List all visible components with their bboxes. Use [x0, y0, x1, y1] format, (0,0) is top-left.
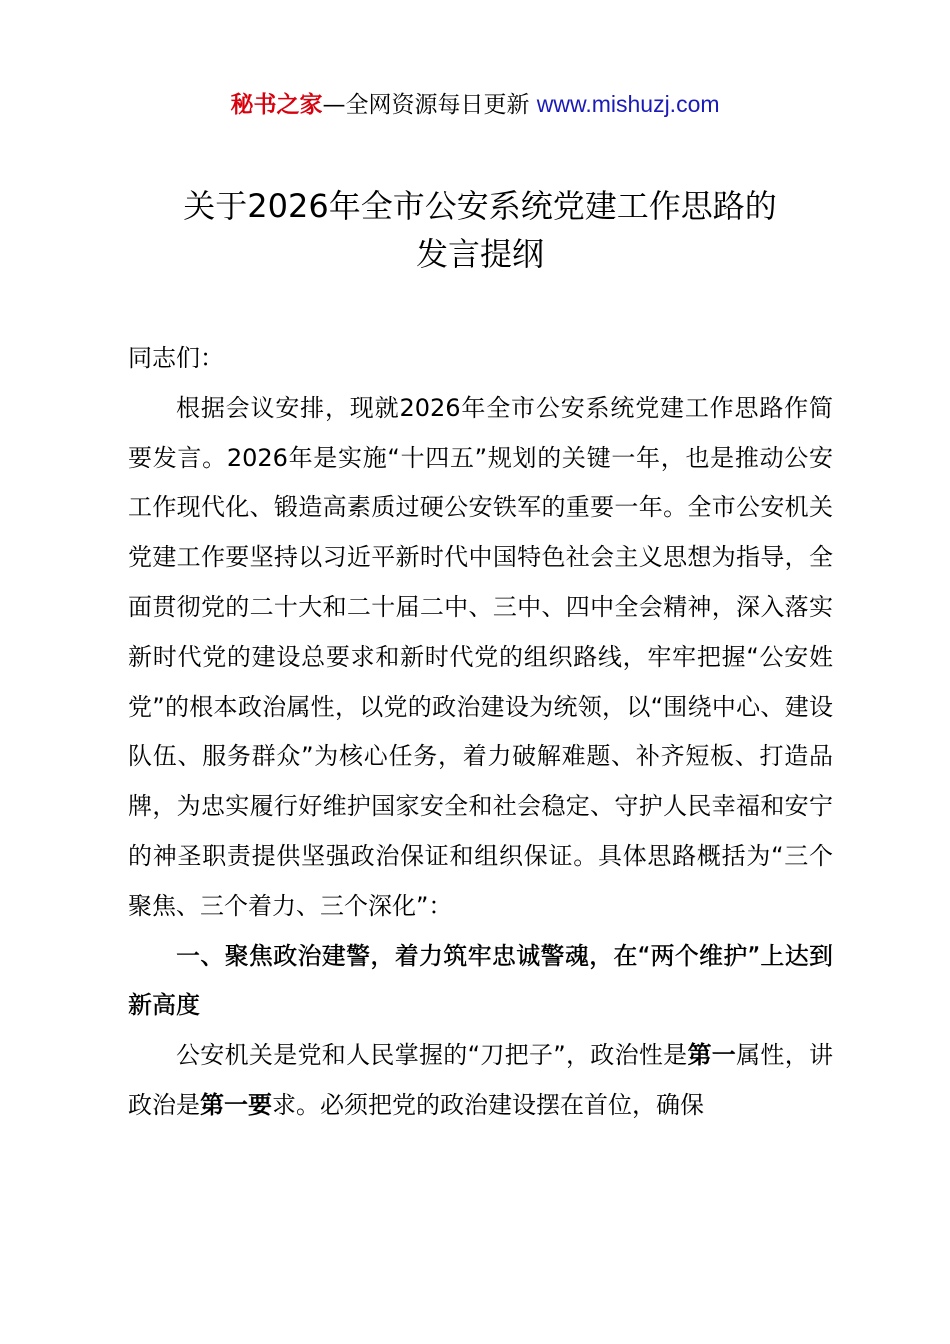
- section-1-bold-b: 第一要: [200, 1090, 272, 1119]
- section-1-heading: 一、聚焦政治建警，着力筑牢忠诚警魂，在“两个维护”上达到新高度: [128, 941, 833, 1020]
- section-1-text-c: 求。必须把党的政治建设摆在首位，确保: [272, 1090, 704, 1119]
- section-1-text-a: 公安机关是党和人民掌握的“刀把子”，政治性是: [176, 1041, 688, 1070]
- site-header: [0, 88, 950, 121]
- site-tagline: —全网资源每日更新: [322, 92, 530, 118]
- section-1-bold-a: 第一: [687, 1041, 737, 1070]
- title-line-1: 关于2026年全市公安系统党建工作思路的: [183, 187, 777, 225]
- site-url-link[interactable]: www.mishuzj.com: [536, 91, 720, 117]
- document-body: [128, 334, 833, 1131]
- section-1-text-b: 属性，讲政治是: [128, 1041, 834, 1119]
- title-line-2: 发言提纲: [415, 235, 544, 273]
- salutation: 同志们：: [128, 344, 224, 372]
- section-1-paragraph: [128, 1031, 833, 1131]
- site-brand: 秘书之家: [230, 92, 323, 118]
- document-title: [100, 182, 860, 278]
- intro-paragraph: 根据会议安排，现就2026年全市公安系统党建工作思路作简要发言。2026年是实施“十四五”规划的关键一年，也是推动公安工作现代化、锻造高素质过硬公安铁军的重要一年。全市公安机关党建工作要坚持以习近平新时代中国特色社会主义思想为指导，全面贯彻党的二十大和二十届二中、三中、四中全会精神，深入落实新时代党的建设总要求和新时代党的组织路线，牢牢把握“公安姓党”的根本政治属性，以党的政治建设为统领，以“围绕中心、建设队伍、服务群众”为核心任务，着力破解难题、补齐短板、打造品牌，为忠实履行好维护国家安全和社会稳定、守护人民幸福和安宁的神圣职责提供坚强政治保证和组织保证。具体思路概括为“三个聚焦、三个着力、三个深化”：: [128, 393, 833, 920]
